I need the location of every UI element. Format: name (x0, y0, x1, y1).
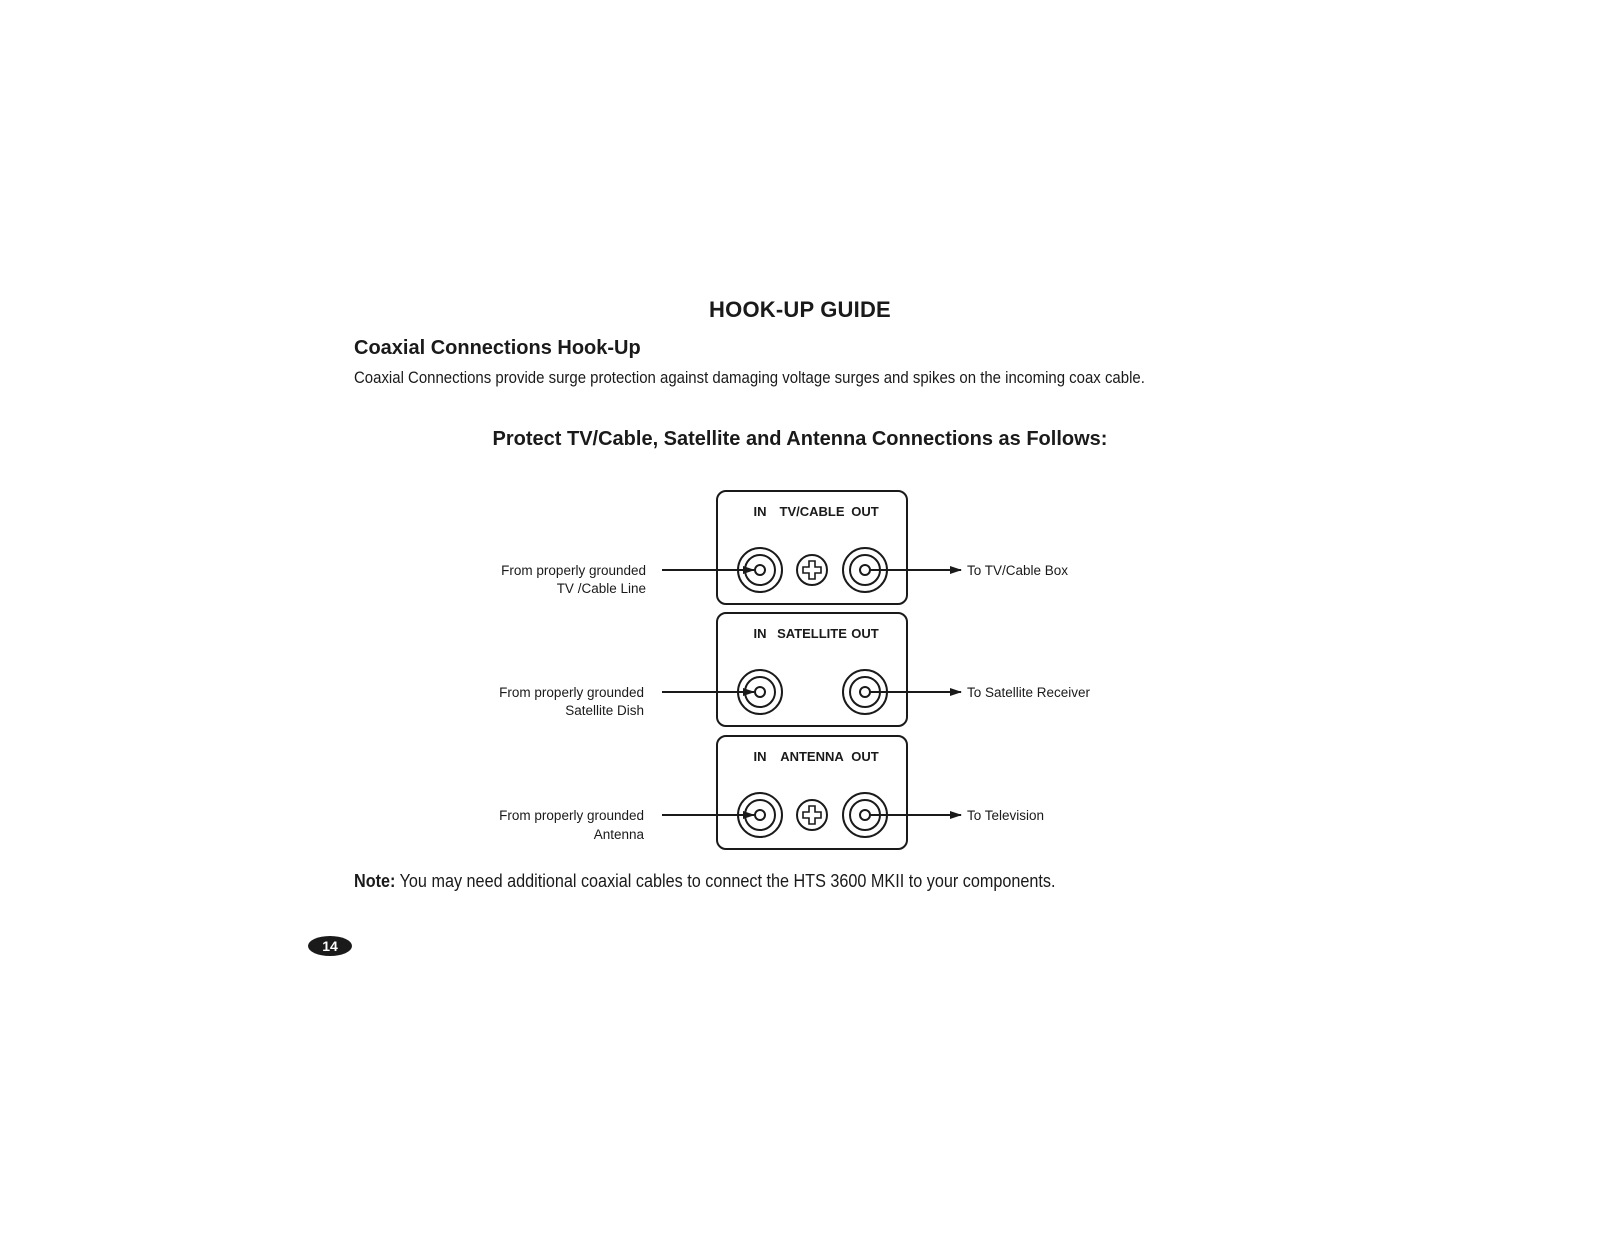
in-label: IN (753, 626, 767, 641)
ground-screw-icon (797, 555, 827, 585)
source-label-line2: Satellite Dish (565, 703, 644, 718)
ground-screw-icon (797, 800, 827, 830)
intro-text: Coaxial Connections provide surge protection against damaging voltage surges and spikes on the incoming coax cable. (354, 368, 1145, 387)
source-label-line1: From properly grounded (499, 685, 644, 700)
out-label: OUT (851, 626, 879, 641)
panel-antenna (499, 736, 1044, 849)
guide-title: HOOK-UP GUIDE (709, 297, 891, 322)
panel-name: ANTENNA (780, 749, 844, 764)
in-label: IN (753, 749, 767, 764)
source-label-line2: Antenna (593, 827, 644, 842)
source-label-line1: From properly grounded (501, 563, 646, 578)
section-heading: Coaxial Connections Hook-Up (354, 337, 641, 359)
panel-satellite (499, 613, 1090, 726)
panel-name: TV/CABLE (779, 504, 845, 519)
note-label: Note: (354, 871, 396, 891)
page-number-badge: 14 (308, 936, 352, 956)
panel-name: SATELLITE (777, 626, 847, 641)
note-text: You may need additional coaxial cables to connect the HTS 3600 MKII to your components. (395, 871, 1056, 891)
source-label-line1: From properly grounded (499, 808, 644, 823)
out-label: OUT (851, 504, 879, 519)
destination-label: To Television (967, 808, 1045, 823)
destination-label: To TV/Cable Box (967, 563, 1069, 578)
diagram-heading: Protect TV/Cable, Satellite and Antenna Connections as Follows: (492, 428, 1108, 450)
note (354, 871, 1056, 892)
out-label: OUT (851, 749, 879, 764)
in-label: IN (753, 504, 767, 519)
destination-label: To Satellite Receiver (967, 685, 1091, 700)
panel-tv-cable (501, 491, 1068, 604)
source-label-line2: TV /Cable Line (556, 581, 646, 596)
